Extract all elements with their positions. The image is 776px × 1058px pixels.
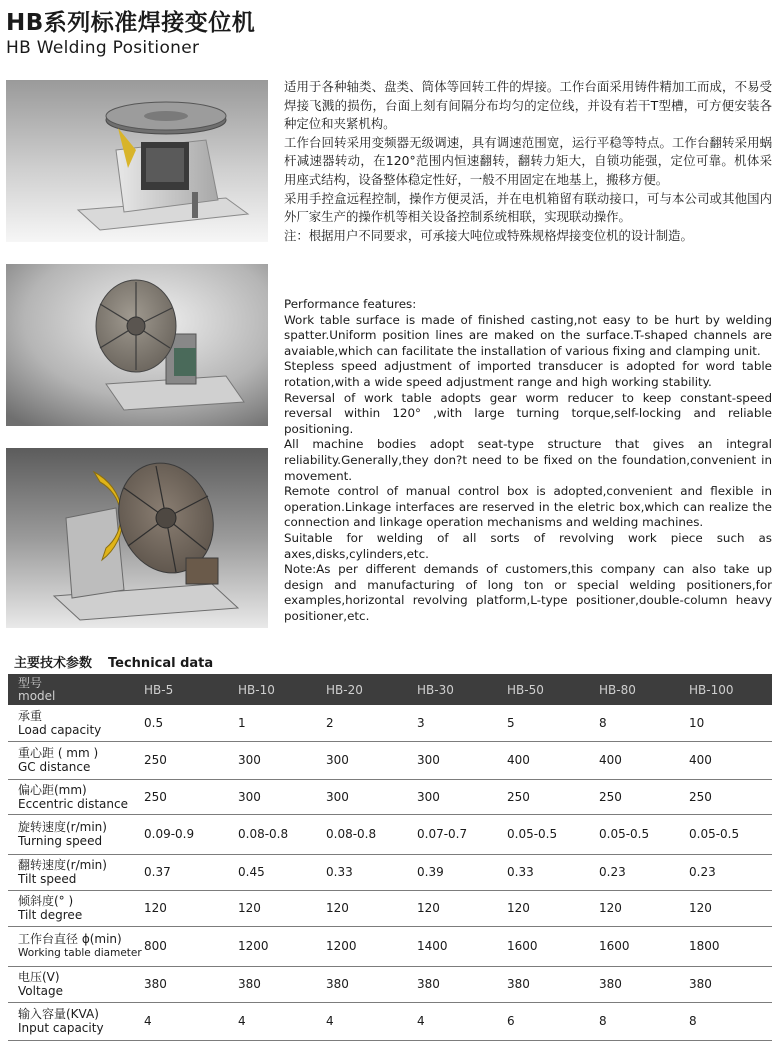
spec-row-label-cn: 承重: [18, 708, 43, 723]
spec-value: 8: [599, 715, 607, 730]
model-name: HB-50: [507, 682, 544, 697]
spec-row: [8, 705, 772, 741]
spec-row-label-en: GC distance: [18, 760, 91, 774]
spec-value: 120: [599, 901, 622, 915]
description-cn-paragraph: 注：根据用户不同要求，可承接大吨位或特殊规格焊接变位机的设计制造。: [284, 227, 693, 243]
spec-value: 4: [326, 1014, 334, 1028]
spec-row-label-cn: 旋转速度(r/min): [18, 820, 107, 834]
spec-row-label: [8, 966, 144, 1002]
feature-item: Note:As per different demands of customers,this company can also take up design and manufacturing of long ton or special welding positioners,for examples,horizontal revolving platform,L-type positioner,double-column heavy positioner,etc.: [284, 562, 772, 623]
spec-title: [14, 652, 213, 671]
spec-value: 120: [326, 901, 349, 915]
spec-row-label-en: Load capacity: [18, 722, 102, 737]
spec-row: [8, 779, 772, 814]
spec-value: 250: [507, 789, 530, 804]
spec-value: 300: [417, 753, 440, 767]
spec-value: 380: [507, 977, 530, 991]
spec-value: 300: [238, 753, 261, 767]
spec-row-label-en: Turning speed: [18, 834, 103, 848]
model-name: HB-100: [689, 682, 734, 697]
spec-table: [8, 674, 772, 1041]
spec-value: 0.08-0.8: [238, 827, 289, 841]
spec-title-cn: 主要技术参数: [14, 656, 93, 671]
spec-row-label: [8, 1002, 144, 1040]
positioner-photo-1: [6, 80, 268, 242]
spec-value: 0.33: [326, 865, 353, 879]
spec-value: 4: [238, 1014, 246, 1028]
spec-row-label-en: Working table diameter: [18, 947, 142, 959]
spec-value: 1600: [507, 939, 538, 953]
spec-value: 3: [417, 715, 425, 730]
description-cn-paragraph: 工作台回转采用变频器无级调速，具有调速范围宽，运行平稳等特点。工作台翻转采用蜗杆减速器转动，在120°范围内恒速翻转，翻转力矩大，自锁功能强，定位可靠。机体采用座式结构，设备整体稳定性好，一般不用固定在地基上，搬移方便。: [284, 134, 772, 187]
spec-row-label-en: Voltage: [18, 984, 64, 998]
model-name: HB-30: [417, 682, 454, 697]
model-name: HB-80: [599, 682, 636, 697]
spec-value: 1200: [326, 939, 357, 953]
spec-row-label-cn: 工作台直径 ϕ(min): [18, 932, 122, 946]
spec-row-label: [8, 779, 144, 814]
positioner-photo-2: [6, 264, 268, 426]
spec-value: 8: [689, 1014, 697, 1028]
description-cn: [284, 78, 772, 245]
spec-row-label-cn: 重心距 ( mm ): [18, 746, 99, 760]
spec-header-row: [8, 674, 772, 705]
page-title-cn: HB系列标准焊接变位机: [6, 10, 256, 36]
spec-value: 0.45: [238, 865, 265, 879]
spec-value: 1: [238, 715, 246, 730]
spec-value: 1600: [599, 939, 630, 953]
spec-row-label: [8, 705, 144, 741]
spec-value: 380: [326, 977, 349, 991]
spec-value: 0.23: [599, 865, 626, 879]
spec-value: 0.09-0.9: [144, 827, 195, 841]
spec-value: 300: [326, 789, 349, 804]
spec-value: 380: [599, 977, 622, 991]
spec-value: 120: [144, 901, 167, 915]
spec-row-label-cn: 输入容量(KVA): [18, 1007, 99, 1021]
spec-row-label-en: Input capacity: [18, 1021, 104, 1035]
model-name: HB-20: [326, 682, 363, 697]
spec-row-label-cn: 倾斜度(° ): [18, 894, 74, 908]
spec-value: 0.08-0.8: [326, 827, 377, 841]
spec-value: 400: [599, 753, 622, 767]
spec-value: 6: [507, 1014, 515, 1028]
spec-row: [8, 854, 772, 890]
model-name: HB-10: [238, 682, 275, 697]
spec-value: 0.05-0.5: [689, 827, 740, 841]
spec-value: 5: [507, 715, 515, 730]
spec-row-label-cn: 偏心距(mm): [18, 782, 87, 797]
spec-value: 250: [599, 789, 622, 804]
feature-item: Work table surface is made of finished casting,not easy to be hurt by welding spatter.Uniform position lines are maked on the surface.T-shaped channels are avaiable,which can facilitate the installation of various fixing and clamping unit.: [284, 312, 772, 358]
spec-row: [8, 890, 772, 926]
feature-item: Remote control of manual control box is adopted,convenient and flexible in operation.Linkage interfaces are reserved in the eletric box,which can realize the connection and linkage operation mechanisms and welding machines.: [284, 484, 772, 530]
page-title-en: HB Welding Positioner: [6, 38, 200, 58]
description-cn-paragraph: 采用手控盒远程控制，操作方便灵活，并在电机箱留有联动接口，可与本公司或其他国内外厂家生产的操作机等相关设备控制系统相联，实现联动操作。: [284, 190, 772, 225]
spec-row-label-en: Tilt degree: [18, 908, 83, 922]
spec-value: 1200: [238, 939, 269, 953]
positioner-photo-3: [6, 448, 268, 628]
spec-value: 400: [507, 753, 530, 767]
model-header-cn: 型号: [18, 675, 43, 690]
spec-value: 120: [689, 901, 712, 915]
spec-value: 380: [144, 977, 167, 991]
spec-value: 10: [689, 715, 705, 730]
features-en: [284, 297, 772, 624]
spec-value: 120: [238, 901, 261, 915]
spec-row-label-cn: 电压(V): [18, 970, 60, 984]
spec-value: 0.33: [507, 865, 534, 879]
spec-value: 1800: [689, 939, 720, 953]
spec-value: 380: [689, 977, 712, 991]
spec-row-label-en: Tilt speed: [18, 872, 77, 886]
model-name: HB-5: [144, 682, 174, 697]
spec-row-label-cn: 翻转速度(r/min): [18, 858, 107, 872]
spec-row-label: [8, 890, 144, 926]
spec-value: 250: [689, 789, 712, 804]
model-header-en: model: [18, 688, 56, 703]
spec-row-label: [8, 741, 144, 779]
spec-value: 300: [326, 753, 349, 767]
features-heading: Performance features:: [284, 297, 417, 311]
spec-value: 4: [144, 1014, 152, 1028]
spec-value: 250: [144, 789, 167, 804]
spec-value: 380: [238, 977, 261, 991]
spec-value: 2: [326, 715, 334, 730]
spec-value: 0.37: [144, 865, 171, 879]
spec-row-label: [8, 926, 144, 966]
feature-item: Suitable for welding of all sorts of revolving work piece such as axes,disks,cylinders,etc.: [284, 530, 772, 561]
spec-value: 0.05-0.5: [599, 827, 650, 841]
spec-value: 120: [417, 901, 440, 915]
spec-value: 300: [238, 789, 261, 804]
spec-value: 120: [507, 901, 530, 915]
spec-value: 8: [599, 1014, 607, 1028]
spec-row-label: [8, 814, 144, 854]
spec-value: 250: [144, 753, 167, 767]
spec-value: 800: [144, 939, 167, 953]
spec-row: [8, 926, 772, 966]
spec-value: 1400: [417, 939, 448, 953]
feature-item: All machine bodies adopt seat-type structure that gives an integral reliability.Generally,they don?t need to be fixed on the foundation,convenient in movement.: [284, 437, 772, 483]
spec-value: 0.23: [689, 865, 716, 879]
spec-value: 0.05-0.5: [507, 827, 558, 841]
spec-title-en: Technical data: [108, 656, 214, 671]
spec-row: [8, 1002, 772, 1040]
spec-value: 4: [417, 1014, 425, 1028]
spec-value: 0.07-0.7: [417, 827, 468, 841]
spec-value: 300: [417, 789, 440, 804]
spec-row-label-en: Eccentric distance: [18, 796, 128, 811]
feature-item: Stepless speed adjustment of imported transducer is adopted for word table rotation,with a wide speed adjustment range and high working stability.: [284, 359, 772, 389]
spec-row: [8, 814, 772, 854]
spec-row-label: [8, 854, 144, 890]
spec-value: 0.5: [144, 715, 164, 730]
spec-value: 400: [689, 753, 712, 767]
description-cn-paragraph: 适用于各种轴类、盘类、筒体等回转工件的焊接。工作台面采用铸件精加工而成，不易受焊接飞溅的损伤，台面上刻有间隔分布均匀的定位线，并设有若干T型槽，可方便安装各种定位和夹紧机构。: [284, 79, 772, 132]
model-header: [8, 674, 144, 705]
spec-value: 380: [417, 977, 440, 991]
spec-row: [8, 741, 772, 779]
spec-value: 0.39: [417, 865, 444, 879]
spec-row: [8, 966, 772, 1002]
feature-item: Reversal of work table adopts gear worm reducer to keep constant-speed reversal within 120° ,with large turning torque,self-locking and reliable positioning.: [284, 390, 772, 436]
